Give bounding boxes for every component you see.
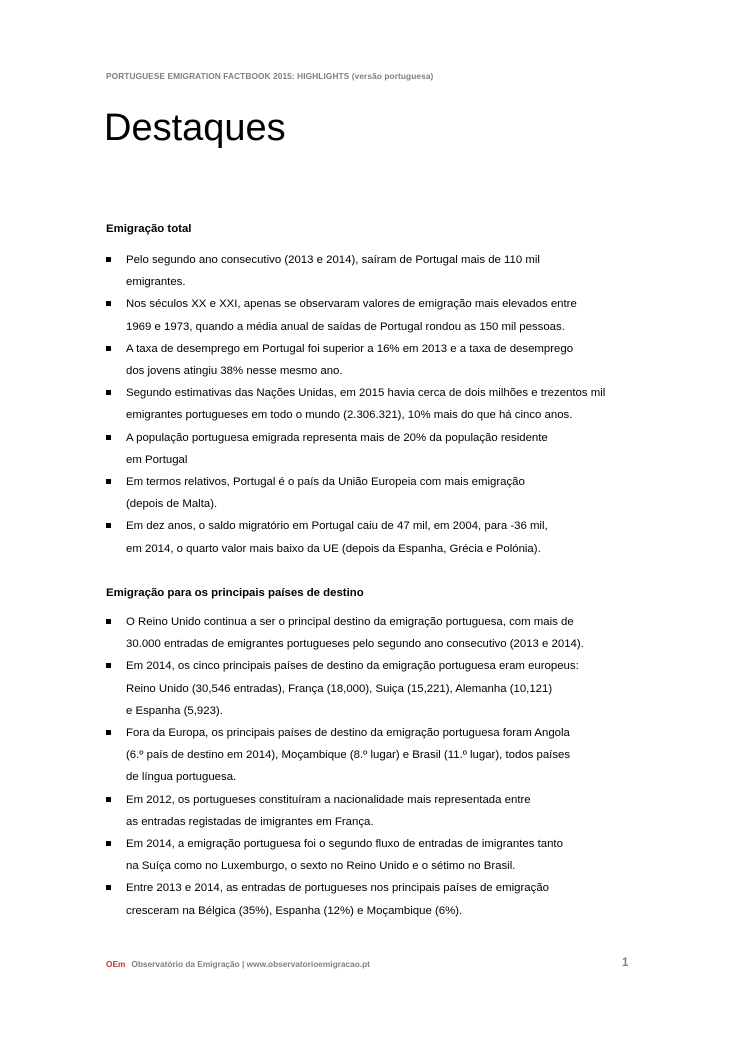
bullet-icon [106, 663, 111, 668]
list-item-text: Fora da Europa, os principais países de destino da emigração portuguesa foram Angola (6.º país de destino em 2014), Moçambique (8.º lugar) e Brasil (11.º lugar), todos países de língua portuguesa. [126, 727, 571, 784]
page-title: Destaques [104, 107, 286, 149]
list-item [106, 877, 646, 921]
list-item-text: Em dez anos, o saldo migratório em Portugal caiu de 47 mil, em 2004, para -36 mil, em 2014, o quarto valor mais baixo da UE (depois da Espanha, Grécia e Polónia). [126, 520, 548, 555]
list-item [106, 833, 646, 877]
bullet-icon [106, 523, 111, 528]
list-item [106, 722, 646, 789]
list-item-text: Em termos relativos, Portugal é o país da União Europeia com mais emigração (depois de Malta). [126, 476, 525, 511]
page-footer [106, 959, 370, 969]
bullet-icon [106, 346, 111, 351]
list-item-text: Pelo segundo ano consecutivo (2013 e 2014), saíram de Portugal mais de 110 mil emigrantes. [126, 254, 540, 289]
list-item-text: Em 2012, os portugueses constituíram a nacionalidade mais representada entre as entradas registadas de imigrantes em França. [126, 793, 531, 828]
list-item [106, 515, 646, 559]
bullet-icon [106, 479, 111, 484]
oem-logo: OEm [106, 959, 126, 969]
list-item [106, 611, 646, 655]
list-item-text: Segundo estimativas das Nações Unidas, em 2015 havia cerca de dois milhões e trezentos mil emigrantes portugueses em todo o mundo (2.306.321), 10% mais do que há cinco anos. [126, 387, 606, 422]
bullet-icon [106, 390, 111, 395]
list-item [106, 293, 646, 337]
list-item-text: Entre 2013 e 2014, as entradas de portugueses nos principais países de emigração cresceram na Bélgica (35%), Espanha (12%) e Moçambique (6%). [126, 882, 549, 917]
list-item-text: A taxa de desemprego em Portugal foi superior a 16% em 2013 e a taxa de desemprego dos jovens atingiu 38% nesse mesmo ano. [126, 342, 574, 378]
list-item [106, 338, 646, 382]
list-item [106, 471, 646, 515]
page-number: 1 [622, 957, 629, 969]
bullet-icon [106, 797, 111, 802]
bullet-list-principais-destinos [106, 611, 646, 922]
bullet-icon [106, 257, 111, 262]
list-item-text: Em 2014, a emigração portuguesa foi o segundo fluxo de entradas de imigrantes tanto na Suíça como no Luxemburgo, o sexto no Reino Unido e o sétimo no Brasil. [126, 838, 563, 873]
bullet-icon [106, 619, 111, 624]
list-item [106, 427, 646, 471]
bullet-list-emigracao-total [106, 249, 646, 560]
bullet-icon [106, 301, 111, 306]
list-item [106, 655, 646, 722]
footer-text: Observatório da Emigração | www.observatorioemigracao.pt [131, 959, 370, 969]
bullet-icon [106, 841, 111, 846]
list-item [106, 382, 646, 426]
bullet-icon [106, 730, 111, 735]
section-heading-emigracao-total: Emigração total [106, 223, 192, 235]
running-header: PORTUGUESE EMIGRATION FACTBOOK 2015: HIGHLIGHTS (versão portuguesa) [106, 71, 434, 81]
list-item [106, 789, 646, 833]
list-item-text: A população portuguesa emigrada representa mais de 20% da população residente em Portugal [126, 431, 548, 466]
list-item [106, 249, 646, 293]
section-heading-principais-destinos: Emigração para os principais países de destino [106, 587, 364, 599]
list-item-text: Nos séculos XX e XXI, apenas se observaram valores de emigração mais elevados entre 1969 e 1973, quando a média anual de saídas de Portugal rondou as 150 mil pessoas. [126, 298, 577, 333]
list-item-text: O Reino Unido continua a ser o principal destino da emigração portuguesa, com mais de 30.000 entradas de emigrantes portugueses pelo segundo ano consecutivo (2013 e 2014). [126, 616, 584, 651]
bullet-icon [106, 885, 111, 890]
list-item-text: Em 2014, os cinco principais países de destino da emigração portuguesa eram europeus: Reino Unido (30,546 entradas), França (18,000), Suiça (15,221), Alemanha (10,121) e Espanha (5,923). [126, 660, 579, 717]
bullet-icon [106, 435, 111, 440]
